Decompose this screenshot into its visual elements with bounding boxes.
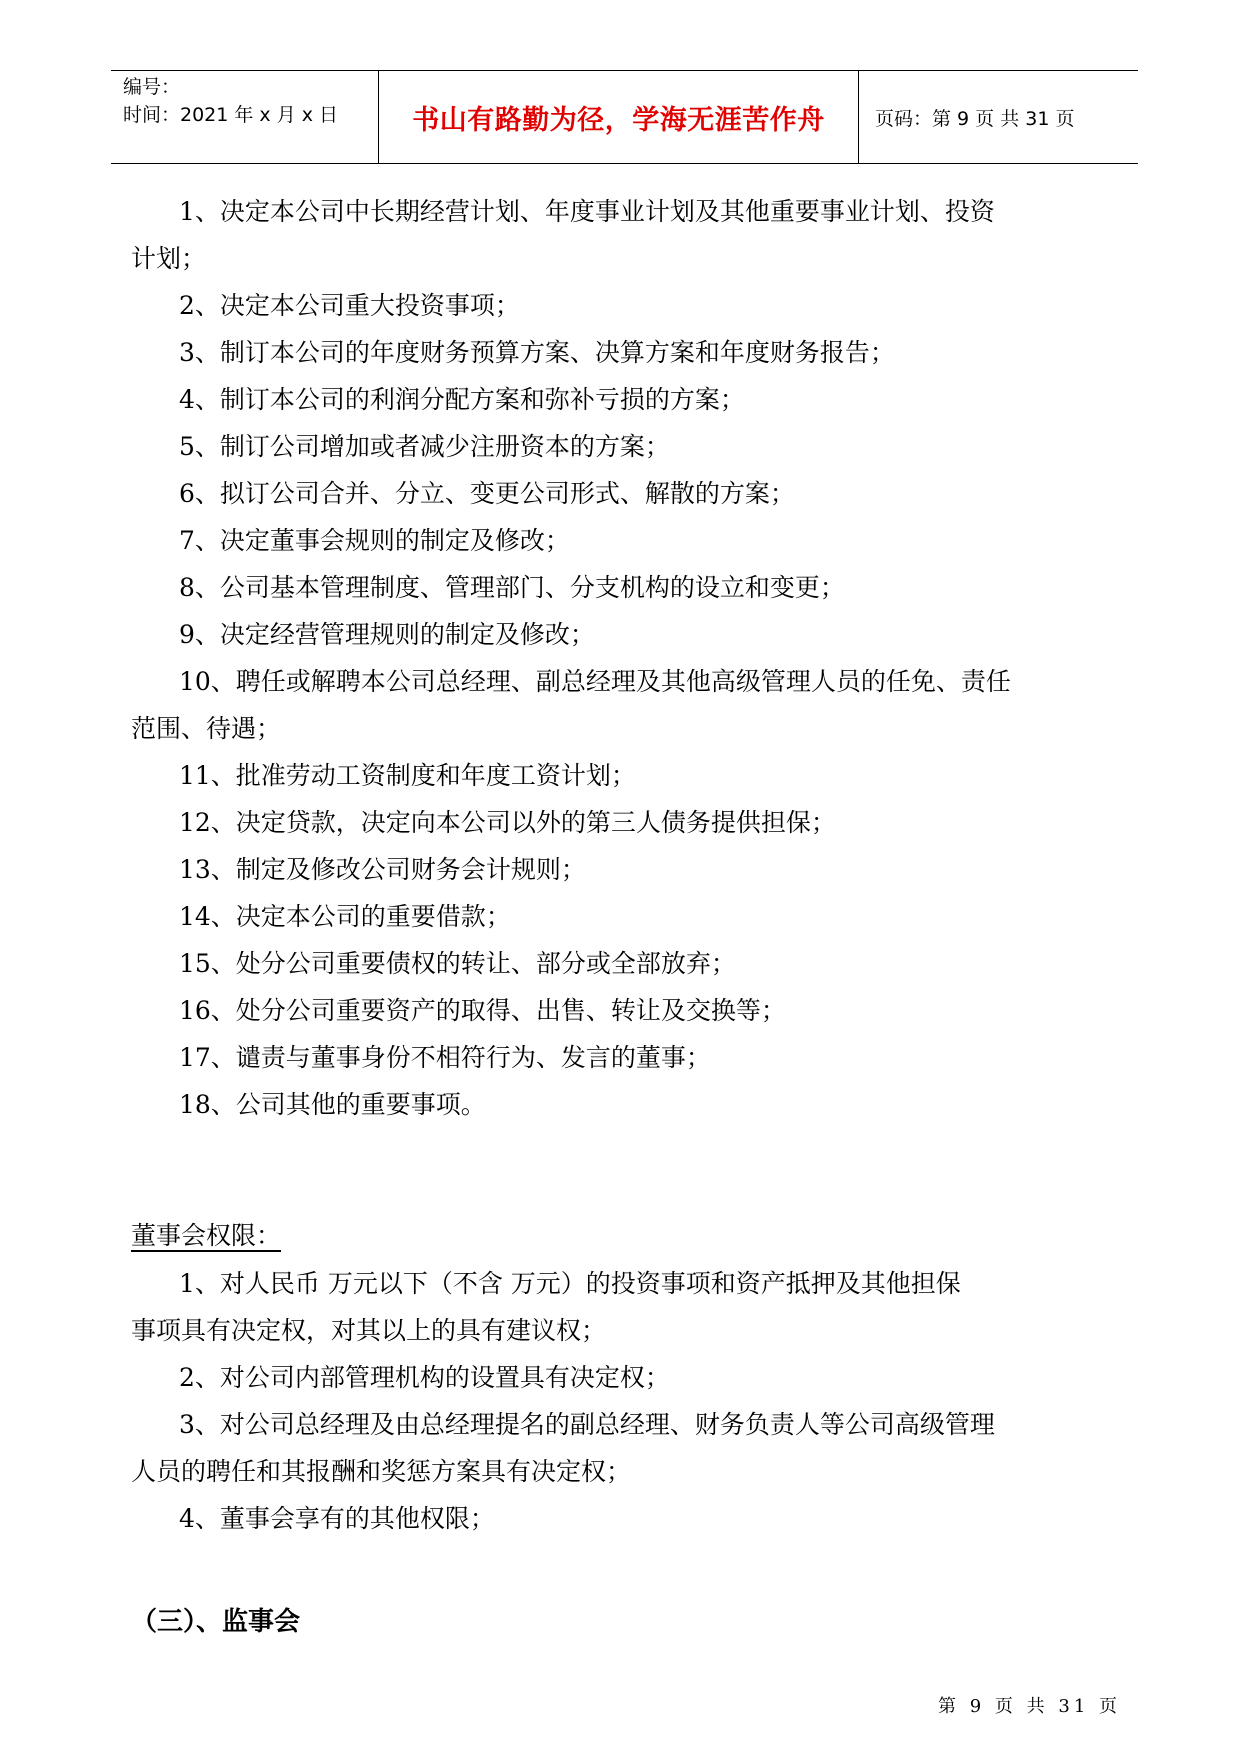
- power-item-line: 6、拟订公司合并、分立、变更公司形式、解散的方案；: [179, 479, 795, 508]
- power-item-line: 5、制订公司增加或者减少注册资本的方案；: [179, 432, 670, 461]
- power-item-line: 11、批准劳动工资制度和年度工资计划；: [179, 761, 636, 790]
- board-authority-list: [131, 1260, 1121, 1542]
- header-meta-cell: [111, 71, 379, 163]
- power-item-line: 17、谴责与董事身份不相符行为、发言的董事；: [179, 1043, 711, 1072]
- power-item-line: 18、公司其他的重要事项。: [179, 1090, 486, 1119]
- authority-item-line: 2、对公司内部管理机构的设置具有决定权；: [179, 1363, 670, 1392]
- power-item-line: 范围、待遇；: [131, 714, 282, 743]
- authority-item-line: 人员的聘任和其报酬和奖惩方案具有决定权；: [131, 1457, 632, 1486]
- board-powers-list: [131, 188, 1121, 1128]
- page-code-label: 页码：第 9 页 共 31 页: [875, 107, 1075, 130]
- header-motto-cell: [379, 71, 859, 163]
- power-item-line: 14、决定本公司的重要借款；: [179, 902, 511, 931]
- power-item-line: 3、制订本公司的年度财务预算方案、决算方案和年度财务报告；: [179, 338, 895, 367]
- authority-item-line: 事项具有决定权，对其以上的具有建议权；: [131, 1316, 607, 1345]
- power-item-line: 7、决定董事会规则的制定及修改；: [179, 526, 570, 555]
- authority-item-line: 4、董事会享有的其他权限；: [179, 1504, 495, 1533]
- power-item-line: 13、制定及修改公司财务会计规则；: [179, 855, 586, 884]
- power-item-line: 1、决定本公司中长期经营计划、年度事业计划及其他重要事业计划、投资: [179, 197, 995, 226]
- document-header: [111, 70, 1138, 164]
- power-item-line: 16、处分公司重要资产的取得、出售、转让及交换等；: [179, 996, 786, 1025]
- serial-number-label: 编号：: [123, 76, 181, 98]
- board-authority-title: 董事会权限：: [131, 1221, 282, 1250]
- power-item-line: 8、公司基本管理制度、管理部门、分支机构的设立和变更；: [179, 573, 845, 602]
- power-item-line: 4、制订本公司的利润分配方案和弥补亏损的方案；: [179, 385, 745, 414]
- power-item-line: 2、决定本公司重大投资事项；: [179, 291, 520, 320]
- header-page-cell: [859, 71, 1138, 163]
- authority-item-line: 3、对公司总经理及由总经理提名的副总经理、财务负责人等公司高级管理: [179, 1410, 995, 1439]
- supervisory-board-heading: （三）、监事会: [131, 1607, 301, 1637]
- authority-item-line: 1、对人民币 万元以下（不含 万元）的投资事项和资产抵押及其他担保: [179, 1269, 961, 1298]
- power-item-line: 15、处分公司重要债权的转让、部分或全部放弃；: [179, 949, 736, 978]
- power-item-line: 计划；: [131, 244, 207, 273]
- page-footer: 第 9 页 共 31 页: [938, 1696, 1121, 1717]
- power-item-line: 9、决定经营管理规则的制定及修改；: [179, 620, 595, 649]
- motto-text: 书山有路勤为径，学海无涯苦作舟: [412, 104, 825, 136]
- power-item-line: 12、决定贷款，决定向本公司以外的第三人债务提供担保；: [179, 808, 836, 837]
- power-item-line: 10、聘任或解聘本公司总经理、副总经理及其他高级管理人员的任免、责任: [179, 667, 1011, 696]
- date-label: 时间：2021 年 x 月 x 日: [123, 104, 339, 126]
